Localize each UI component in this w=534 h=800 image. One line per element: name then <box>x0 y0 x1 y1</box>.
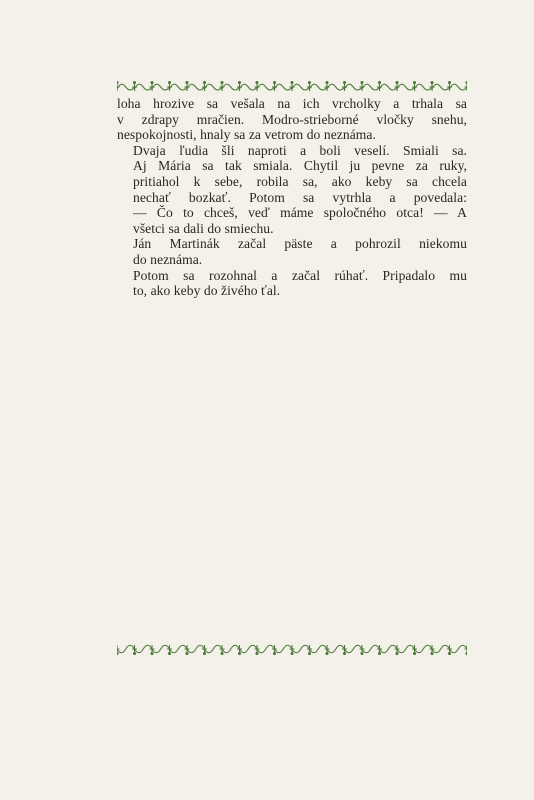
text-line: to, ako keby do živého ťal. <box>133 283 281 299</box>
text-line: všetci sa dali do smiechu. <box>133 220 274 236</box>
text-line: nespokojnosti, hnaly sa za vetrom do neznáma. <box>117 127 376 143</box>
bottom-ornament <box>117 642 467 656</box>
paragraph <box>117 96 467 143</box>
text-line: do neznáma. <box>133 251 203 267</box>
text-line: nechať bozkať. Potom sa vytrhla a povedala: <box>133 189 467 205</box>
text-line: Dvaja ľudia šli naproti a boli veselí. Smiali sa. <box>133 142 467 158</box>
paragraph <box>117 143 467 237</box>
text-line: v zdrapy mračien. Modro-strieborné vločky snehu, <box>117 111 467 127</box>
text-line: Potom sa rozohnal a začal rúhať. Pripadalo mu <box>133 267 467 283</box>
top-ornament <box>117 80 467 94</box>
text-line: — Čo to chceš, veď máme spoločného otca! — A <box>133 205 467 221</box>
text-line: loha hrozive sa vešala na ich vrcholky a trhala sa <box>117 96 467 111</box>
body-text <box>117 96 467 299</box>
floral-border-icon <box>117 80 467 94</box>
text-line: Aj Mária sa tak smiala. Chytil ju pevne za ruky, <box>133 158 467 174</box>
paragraph <box>117 236 467 267</box>
floral-border-icon <box>117 642 467 656</box>
text-line: Ján Martinák začal päste a pohrozil niekomu <box>133 236 467 252</box>
paragraph <box>117 268 467 299</box>
text-line: pritiahol k sebe, robila sa, ako keby sa chcela <box>133 173 467 189</box>
